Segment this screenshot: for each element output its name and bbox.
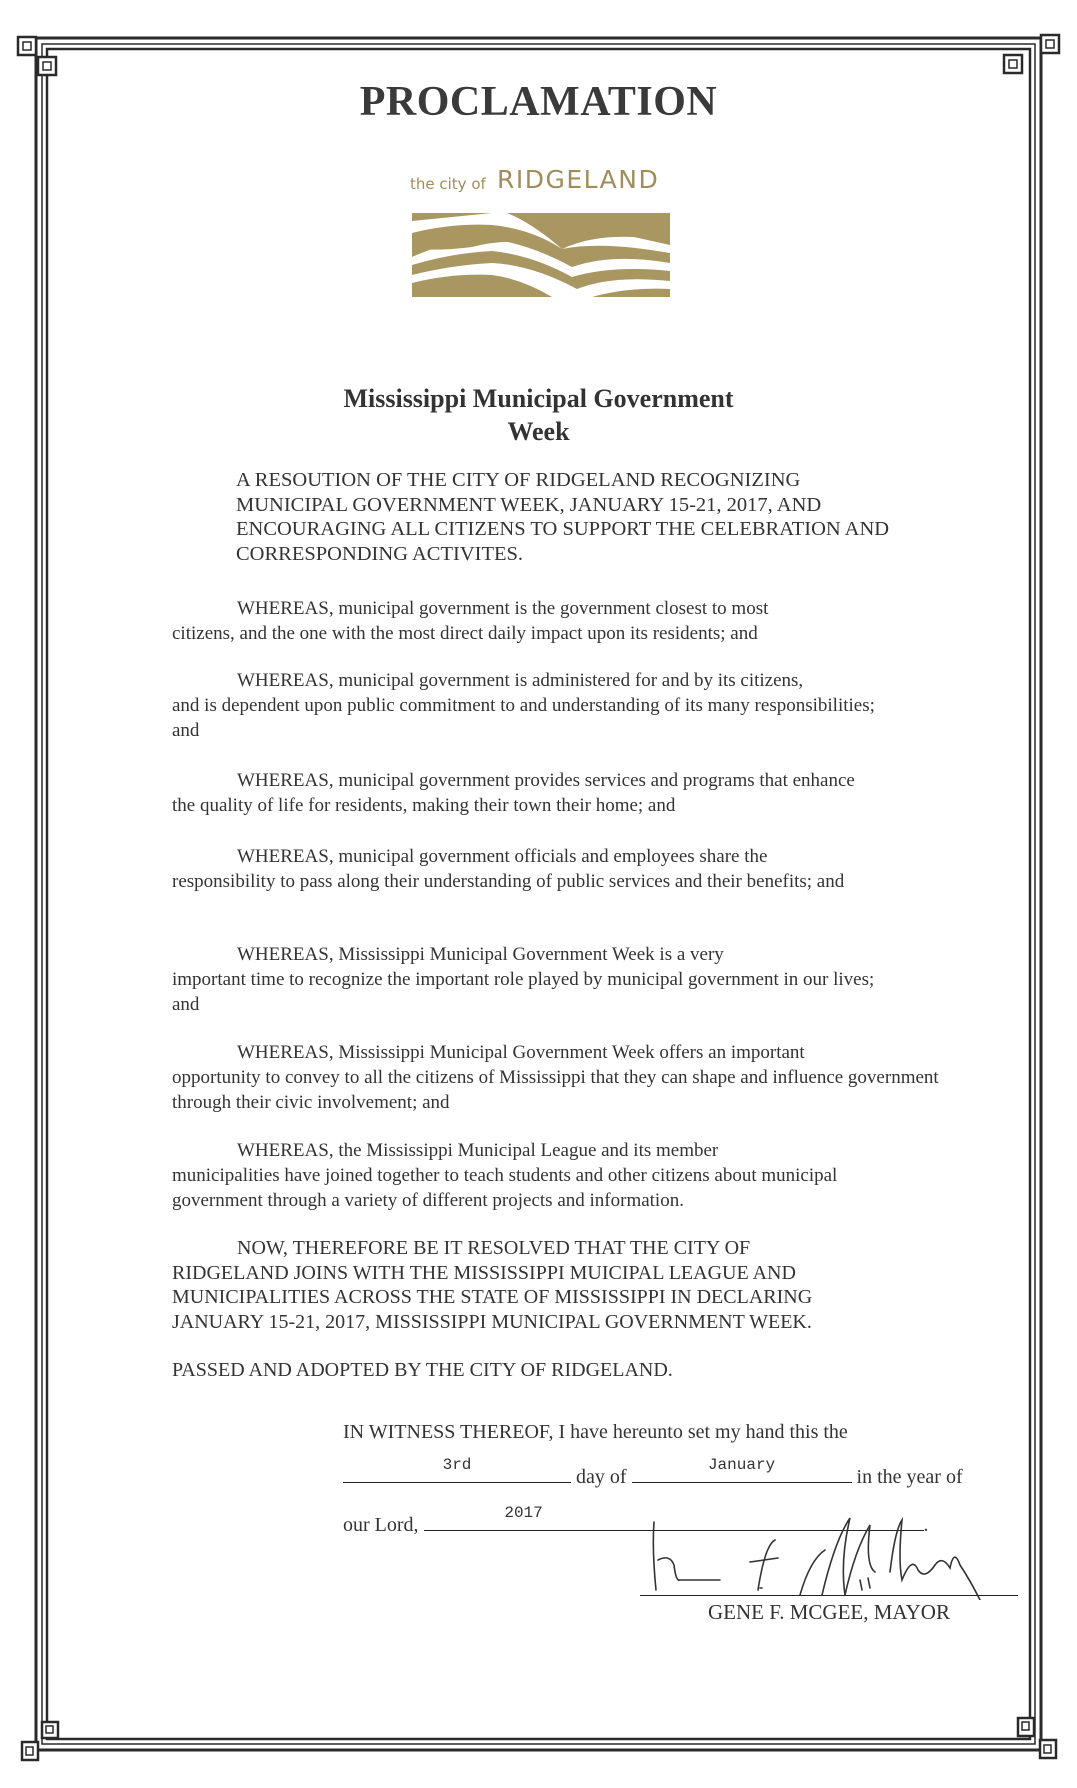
whereas-paragraph bbox=[172, 844, 927, 894]
signatory-name: GENE F. MCGEE, MAYOR bbox=[708, 1600, 950, 1624]
city-logo bbox=[410, 165, 670, 295]
signature-line bbox=[640, 1595, 1018, 1596]
day-value: 3rd bbox=[442, 1456, 472, 1474]
whereas-paragraph bbox=[172, 942, 882, 1017]
whereas-paragraph bbox=[172, 596, 862, 646]
subtitle-line-1: Mississippi Municipal Government bbox=[343, 384, 734, 413]
year-value: 2017 bbox=[504, 1504, 543, 1522]
resolved-paragraph bbox=[172, 1236, 902, 1334]
page-title: PROCLAMATION bbox=[359, 79, 718, 125]
passed-statement: PASSED AND ADOPTED BY THE CITY OF RIDGELAND. bbox=[172, 1359, 673, 1381]
subtitle-line-2: Week bbox=[507, 417, 570, 446]
paragraph-rest: responsibility to pass along their understanding of public services and their benefits; and bbox=[172, 871, 845, 892]
logo-city-name: RIDGELAND bbox=[497, 165, 660, 194]
paragraph-lead: WHEREAS, municipal government is the government closest to most bbox=[237, 598, 769, 619]
paragraph-lead: WHEREAS, the Mississippi Municipal League and its member bbox=[237, 1140, 719, 1161]
paragraph-lead: WHEREAS, municipal government officials and employees share the bbox=[237, 846, 768, 867]
paragraph-lead: WHEREAS, municipal government provides services and programs that enhance bbox=[237, 770, 855, 791]
paragraph-rest: the quality of life for residents, making their town their home; and bbox=[172, 795, 676, 816]
proclamation-subtitle bbox=[0, 382, 1077, 448]
day-field[interactable] bbox=[343, 1456, 571, 1483]
paragraph-lead: WHEREAS, Mississippi Municipal Government Week is a very bbox=[237, 944, 724, 965]
paragraph-rest: opportunity to convey to all the citizens of Mississippi that they can shape and influence government through their civic involvement; and bbox=[172, 1067, 939, 1113]
paragraph-rest: municipalities have joined together to teach students and other citizens about municipal government through a variety of different projects and information. bbox=[172, 1165, 838, 1211]
paragraph-lead: WHEREAS, municipal government is administered for and by its citizens, bbox=[237, 670, 804, 691]
whereas-paragraph bbox=[172, 1040, 962, 1115]
date-line bbox=[343, 1456, 1018, 1489]
whereas-paragraph bbox=[172, 768, 962, 818]
paragraph-rest: citizens, and the one with the most direct daily impact upon its residents; and bbox=[172, 623, 758, 644]
paragraph-rest: and is dependent upon public commitment to and understanding of its many responsibilities; and bbox=[172, 695, 875, 741]
our-lord-label: our Lord, bbox=[343, 1514, 419, 1536]
month-field[interactable] bbox=[632, 1456, 852, 1483]
month-value: January bbox=[707, 1456, 776, 1474]
mayor-signature bbox=[650, 1510, 990, 1600]
logo-waves-icon bbox=[412, 213, 670, 297]
whereas-paragraph bbox=[172, 1138, 917, 1213]
resolution-text: A RESOUTION OF THE CITY OF RIDGELAND RECOGNIZING MUNICIPAL GOVERNMENT WEEK, JANUARY 15-21, 2017, AND ENCOURAGING ALL CITIZENS TO SUPPORT THE CELEBRATION AND CORRESPONDING ACTIVITES. bbox=[236, 469, 890, 565]
paragraph-rest: RIDGELAND JOINS WITH THE MISSISSIPPI MUICIPAL LEAGUE AND MUNICIPALITIES ACROSS THE STATE OF MISSISSIPPI IN DECLARING JANUARY 15-21, 2017, MISSISSIPPI MUNICIPAL GOVERNMENT WEEK. bbox=[172, 1261, 813, 1333]
witness-statement: IN WITNESS THEREOF, I have hereunto set my hand this the bbox=[343, 1421, 848, 1443]
paragraph-rest: important time to recognize the important role played by municipal government in our lives; and bbox=[172, 969, 875, 1015]
whereas-paragraph bbox=[172, 668, 892, 743]
paragraph-lead: WHEREAS, Mississippi Municipal Government Week offers an important bbox=[237, 1042, 805, 1063]
day-of-label: day of bbox=[576, 1466, 627, 1488]
year-line-end: . bbox=[923, 1514, 929, 1536]
paragraph-lead: NOW, THEREFORE BE IT RESOLVED THAT THE CITY OF bbox=[237, 1237, 751, 1259]
year-of-label: in the year of bbox=[856, 1466, 963, 1488]
logo-prefix: the city of bbox=[410, 175, 486, 193]
